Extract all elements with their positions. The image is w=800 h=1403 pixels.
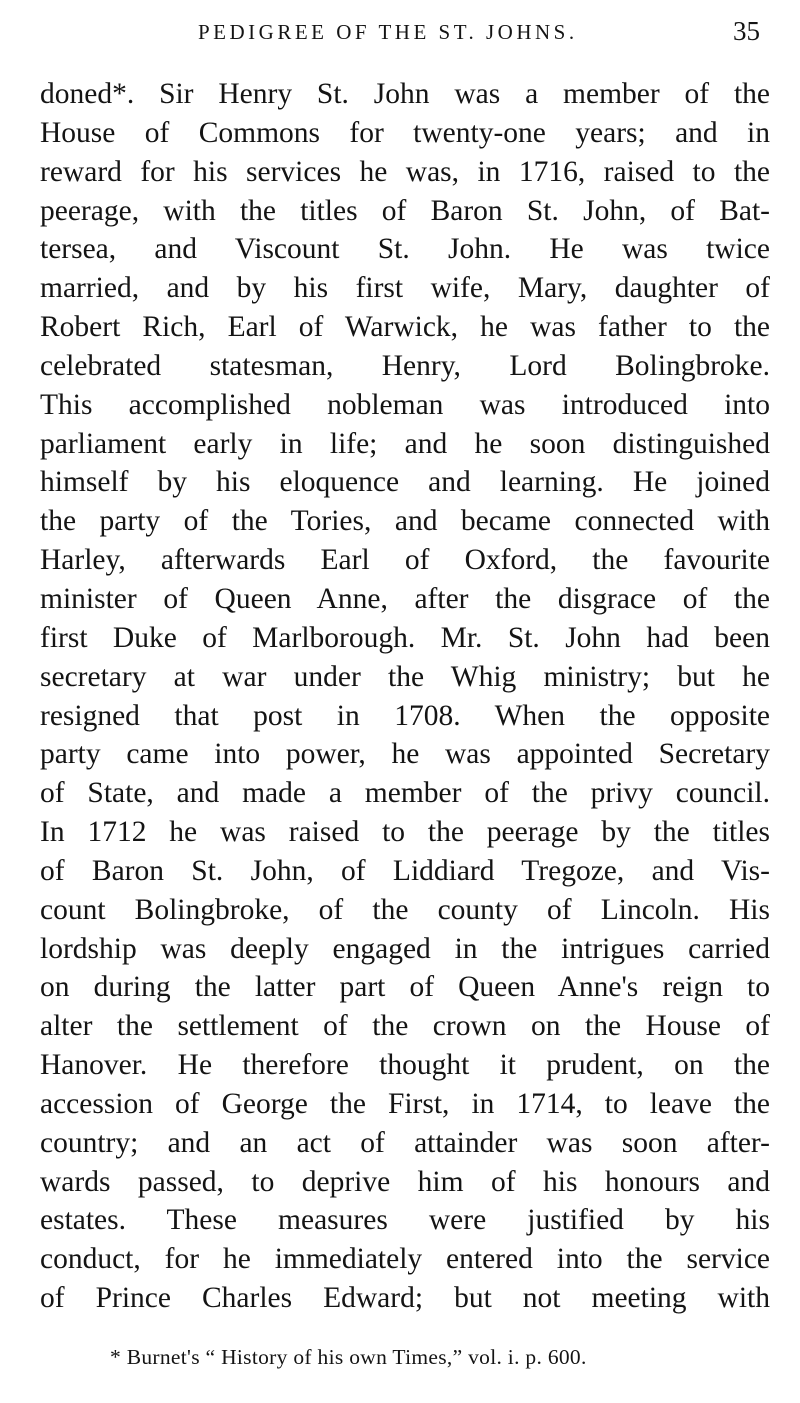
footnote: * Burnet's “ History of his own Times,” vol. i. p. 600.	[110, 1345, 587, 1369]
text-line: wards passed, to deprive him of his honours and	[40, 1165, 770, 1198]
text-line: tersea, and Viscount St. John. He was twice	[40, 233, 770, 266]
text-line: reward for his services he was, in 1716, raised to the	[40, 155, 770, 188]
running-head	[0, 14, 800, 54]
text-line: Harley, afterwards Earl of Oxford, the favourite	[40, 544, 770, 577]
text-line: married, and by his first wife, Mary, daughter of	[40, 272, 770, 305]
text-line: estates. These measures were justified by his	[40, 1204, 770, 1237]
text-line: In 1712 he was raised to the peerage by the titles	[40, 816, 770, 849]
text-line: of Prince Charles Edward; but not meeting with	[40, 1282, 770, 1315]
text-line: conduct, for he immediately entered into the service	[40, 1243, 770, 1276]
text-line: accession of George the First, in 1714, to leave the	[40, 1087, 770, 1120]
text-line: of Baron St. John, of Liddiard Tregoze, and Vis-	[40, 854, 770, 887]
page-number: 35	[733, 16, 760, 46]
text-line: the party of the Tories, and became connected with	[40, 505, 770, 538]
text-line: Robert Rich, Earl of Warwick, he was father to the	[40, 311, 770, 344]
text-line: first Duke of Marlborough. Mr. St. John had been	[40, 621, 770, 654]
text-line: of State, and made a member of the privy council.	[40, 777, 770, 810]
text-line: party came into power, he was appointed Secretary	[40, 738, 770, 771]
text-line: House of Commons for twenty-one years; and in	[40, 116, 770, 149]
text-line: minister of Queen Anne, after the disgrace of the	[40, 582, 770, 615]
text-line: doned*. Sir Henry St. John was a member of the	[40, 78, 770, 110]
text-line: himself by his eloquence and learning. He joined	[40, 466, 770, 499]
text-line: peerage, with the titles of Baron St. John, of Bat-	[40, 194, 770, 227]
text-line: on during the latter part of Queen Anne's reign to	[40, 971, 770, 1004]
text-line: count Bolingbroke, of the county of Lincoln. His	[40, 893, 770, 926]
running-title: PEDIGREE OF THE ST. JOHNS.	[198, 20, 578, 44]
body-text	[40, 75, 770, 1318]
text-line: celebrated statesman, Henry, Lord Bolingbroke.	[40, 349, 770, 382]
text-line: country; and an act of attainder was soon after-	[40, 1126, 770, 1159]
text-line: alter the settlement of the crown on the House of	[40, 1010, 770, 1043]
text-line: Hanover. He therefore thought it prudent, on the	[40, 1049, 770, 1082]
text-line: This accomplished nobleman was introduced into	[40, 388, 770, 421]
text-line: parliament early in life; and he soon distinguished	[40, 427, 770, 460]
text-line: lordship was deeply engaged in the intrigues carried	[40, 932, 770, 965]
text-line: resigned that post in 1708. When the opposite	[40, 699, 770, 732]
text-line: secretary at war under the Whig ministry; but he	[40, 660, 770, 693]
